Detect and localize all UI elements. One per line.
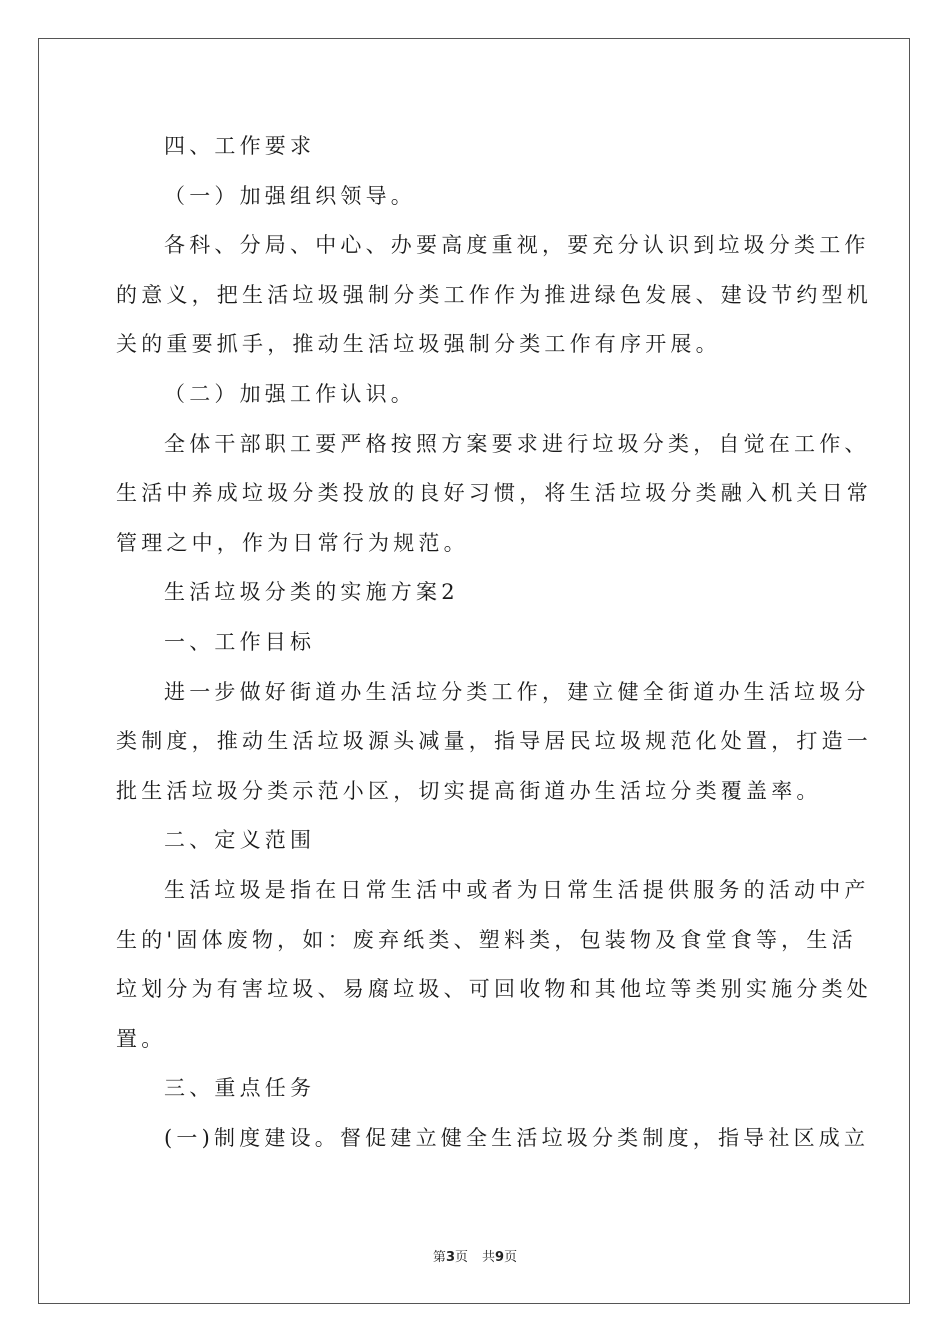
paragraph-line: 全体干部职工要严格按照方案要求进行垃圾分类，自觉在工作、 bbox=[164, 431, 870, 456]
paragraph-line: 批生活垃圾分类示范小区，切实提高街道办生活垃分类覆盖率。 bbox=[116, 778, 822, 803]
section-heading-requirements: 四、工作要求 bbox=[164, 134, 316, 158]
section-heading-tasks: 三、重点任务 bbox=[164, 1076, 316, 1101]
paragraph-line: 类制度，推动生活垃圾源头减量，指导居民垃圾规范化处置，打造一 bbox=[116, 729, 872, 754]
page-footer bbox=[0, 1246, 950, 1265]
total-suffix: 页 bbox=[504, 1250, 518, 1265]
paragraph-line: 的意义，把生活垃圾强制分类工作作为推进绿色发展、建设节约型机 bbox=[116, 282, 872, 307]
page-prefix: 第 bbox=[432, 1250, 446, 1265]
page-suffix: 页 bbox=[454, 1250, 468, 1265]
subheading-organization: （一）加强组织领导。 bbox=[164, 183, 416, 208]
section-heading-definition: 二、定义范围 bbox=[164, 828, 316, 853]
document-body bbox=[116, 122, 872, 1163]
paragraph-line: 关的重要抓手，推动生活垃圾强制分类工作有序开展。 bbox=[116, 332, 721, 357]
paragraph-line: (一)制度建设。督促建立健全生活垃圾分类制度，指导社区成立 bbox=[164, 1125, 870, 1150]
paragraph-line: 生活垃圾是指在日常生活中或者为日常生活提供服务的活动中产 bbox=[164, 877, 870, 902]
paragraph-line: 进一步做好街道办生活垃分类工作，建立健全街道办生活垃圾分 bbox=[164, 679, 870, 704]
paragraph-line: 生的'固体废物，如：废弃纸类、塑料类，包装物及食堂食等，生活 bbox=[116, 927, 857, 952]
total-prefix: 共 bbox=[482, 1250, 496, 1265]
paragraph-line: 管理之中，作为日常行为规范。 bbox=[116, 530, 469, 555]
total-page-count: 9 bbox=[495, 1250, 505, 1265]
subheading-awareness: （二）加强工作认识。 bbox=[164, 381, 416, 406]
paragraph-line: 置。 bbox=[116, 1026, 167, 1051]
section-heading-goals: 一、工作目标 bbox=[164, 629, 316, 654]
paragraph-line: 各科、分局、中心、办要高度重视，要充分认识到垃圾分类工作 bbox=[164, 233, 870, 258]
plan-title: 生活垃圾分类的实施方案2 bbox=[164, 580, 459, 605]
paragraph-line: 生活中养成垃圾分类投放的良好习惯，将生活垃圾分类融入机关日常 bbox=[116, 481, 872, 506]
current-page-number: 3 bbox=[445, 1250, 455, 1265]
paragraph-line: 垃划分为有害垃圾、易腐垃圾、可回收物和其他垃等类别实施分类处 bbox=[116, 977, 872, 1002]
